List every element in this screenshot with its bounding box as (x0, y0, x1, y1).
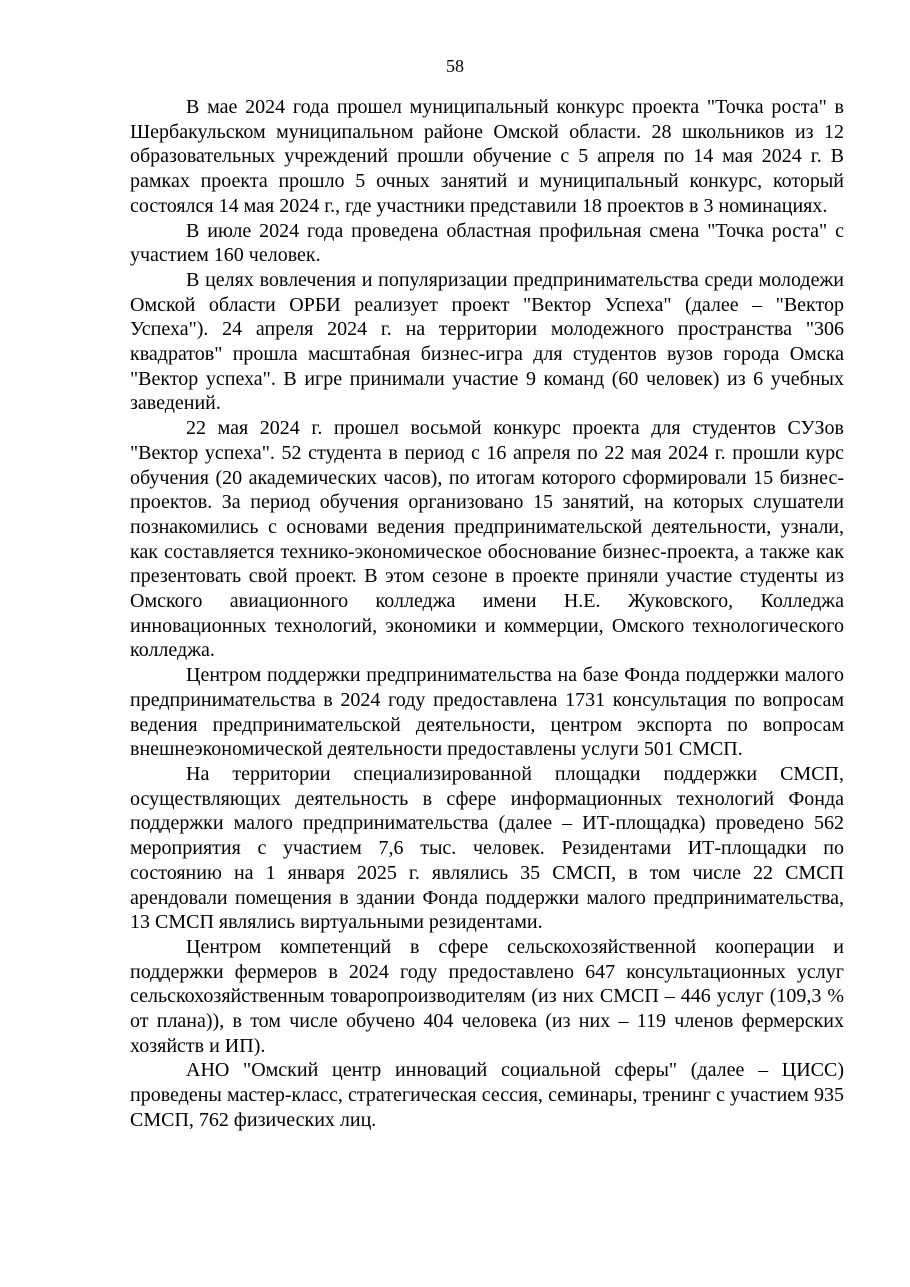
paragraph-tochka-rosta-municipal: В мае 2024 года прошел муниципальный конкурс проекта "Точка роста" в Шербакульском муниципальном районе Омской области. 28 школьников из 12 образовательных учреждений прошли обучение с 5 апреля по 14 мая 2024 г. В рамках проекта прошло 5 очных занятий и муниципальный конкурс, который состоялся 14 мая 2024 г., где участники представили 18 проектов в 3 номинациях. (130, 96, 844, 217)
paragraph-vector-uspekha-business-game: В целях вовлечения и популяризации предпринимательства среди молодежи Омской области ОРБИ реализует проект "Вектор Успеха" (далее – "Вектор Успеха"). 24 апреля 2024 г. на территории молодежного пространства "306 квадратов" прошла масштабная бизнес-игра для студентов вузов города Омска "Вектор успеха". В игре принимали участие 9 команд (60 человек) из 6 учебных заведений. (130, 268, 844, 415)
paragraph-it-platform: На территории специализированной площадки поддержки СМСП, осуществляющих деятельность в сфере информационных технологий Фонда поддержки малого предпринимательства (далее – ИТ-площадка) проведено 562 мероприятия с участием 7,6 тыс. человек. Резидентами ИТ-площадки по состоянию на 1 января 2025 г. являлись 35 СМСП, в том числе 22 СМСП арендовали помещения в здании Фонда поддержки малого предпринимательства, 13 СМСП являлись виртуальными резидентами. (130, 762, 844, 934)
paragraph-vector-uspekha-suz-contest: 22 мая 2024 г. прошел восьмой конкурс проекта для студентов СУЗов "Вектор успеха". 52 студента в период с 16 апреля по 22 мая 2024 г. прошли курс обучения (20 академических часов), по итогам которого сформировали 15 бизнес-проектов. За период обучения организовано 15 занятий, на которых слушатели познакомились с основами ведения предпринимательской деятельности, узнали, как составляется технико-экономическое обоснование бизнес-проекта, а также как презентовать свой проект. В этом сезоне в проекте приняли участие студенты из Омского авиационного колледжа имени Н.Е. Жуковского, Колледжа инновационных технологий, экономики и коммерции, Омского технологического колледжа. (130, 417, 844, 662)
document-body (130, 95, 844, 1133)
page-number: 58 (446, 56, 464, 76)
paragraph-agri-competence-center: Центром компетенций в сфере сельскохозяйственной кооперации и поддержки фермеров в 2024 году предоставлено 647 консультационных услуг сельскохозяйственным товаропроизводителям (из них СМСП – 446 услуг (109,3 % от плана)), в том числе обучено 404 человека (из них – 119 членов фермерских хозяйств и ИП). (130, 935, 844, 1057)
paragraph-tochka-rosta-regional: В июле 2024 года проведена областная профильная смена "Точка роста" с участием 160 человек. (130, 219, 844, 267)
paragraph-support-center-consultations: Центром поддержки предпринимательства на базе Фонда поддержки малого предпринимательства в 2024 году предоставлена 1731 консультация по вопросам ведения предпринимательской деятельности, центром экспорта по вопросам внешнеэкономической деятельности предоставлены услуги 501 СМСП. (130, 664, 844, 761)
paragraph-ciss: АНО "Омский центр инноваций социальной сферы" (далее – ЦИСС) проведены мастер-класс, стратегическая сессия, семинары, тренинг с участием 935 СМСП, 762 физических лиц. (130, 1059, 844, 1131)
